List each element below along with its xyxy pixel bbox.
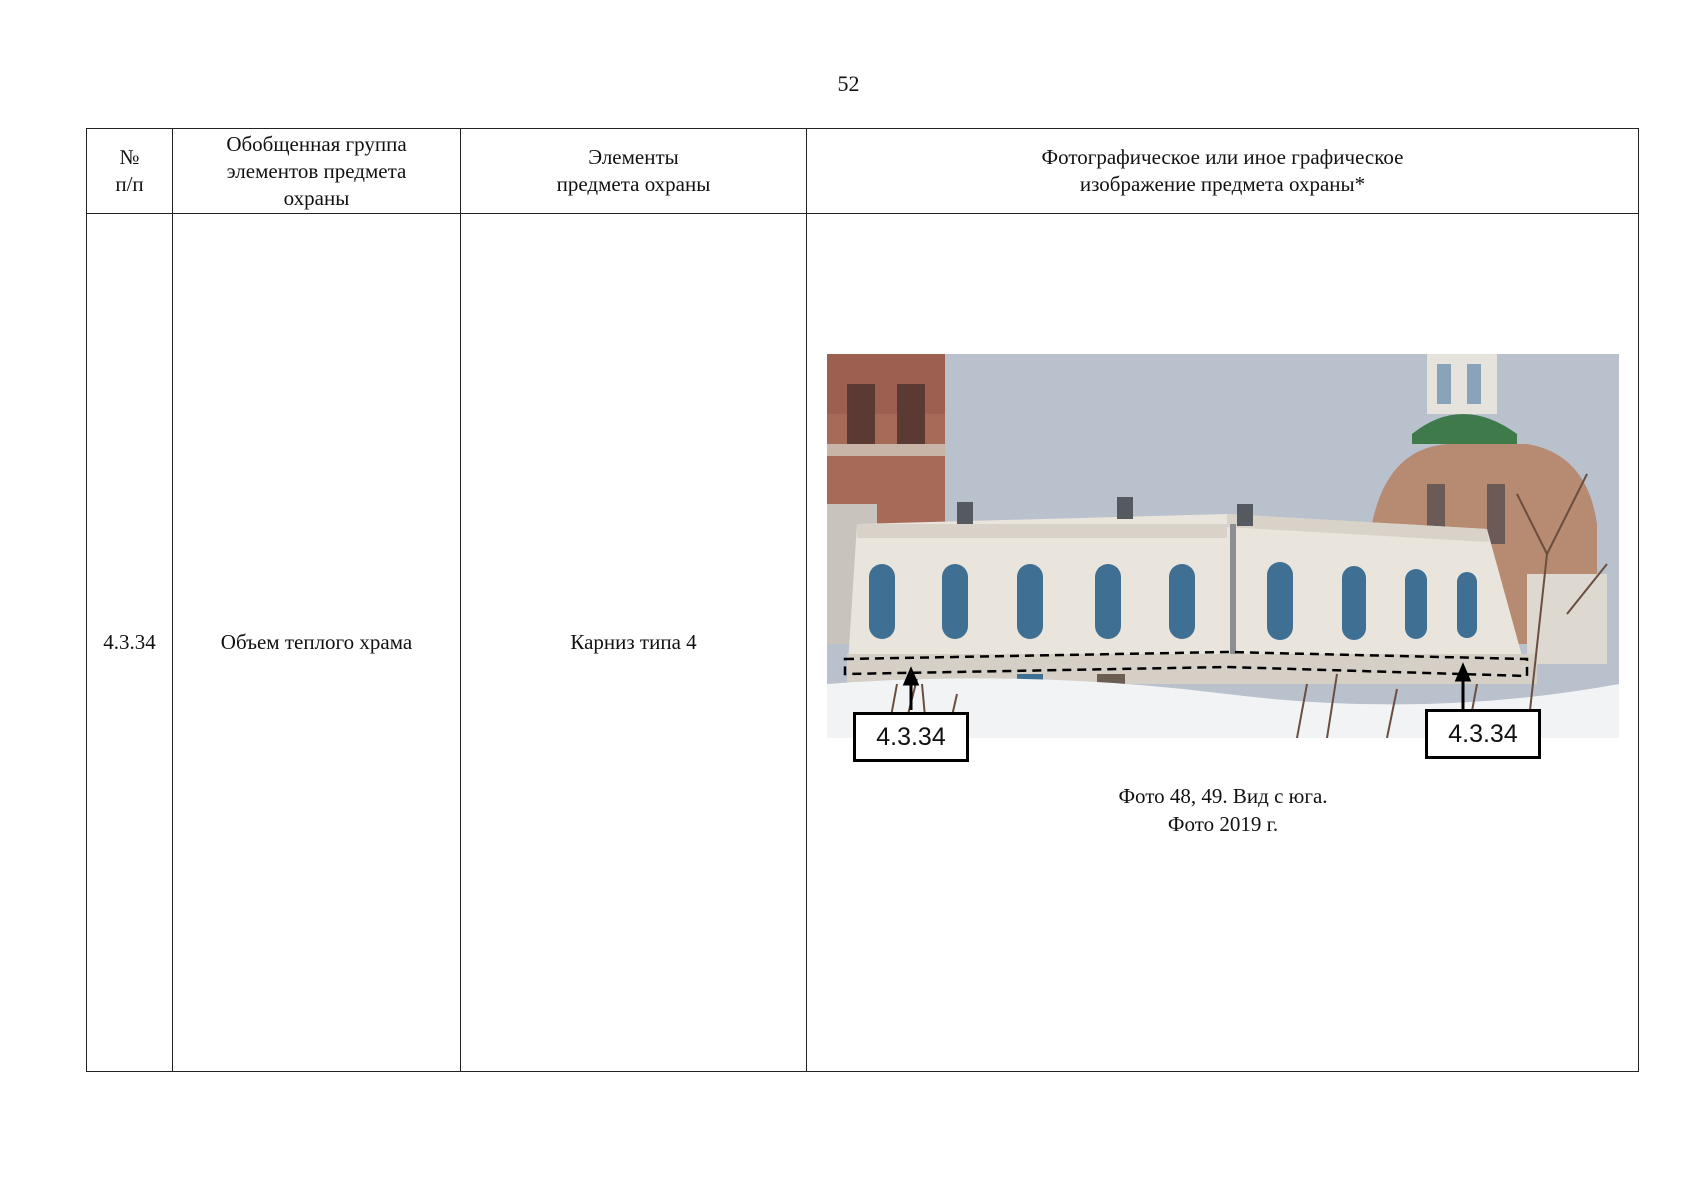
church-photo-drawing — [827, 354, 1619, 738]
header-num: № п/п — [87, 129, 173, 214]
row-group: Объем теплого храма — [173, 214, 461, 1072]
caption-line-1: Фото 48, 49. Вид с юга. — [1118, 784, 1328, 808]
row-num: 4.3.34 — [87, 214, 173, 1072]
header-image: Фотографическое или иное графическое изображение предмета охраны* — [807, 129, 1639, 214]
caption-line-2: Фото 2019 г. — [1167, 812, 1279, 836]
callout-left: 4.3.34 — [853, 712, 969, 762]
table-header-row — [87, 129, 1639, 214]
church-photo — [827, 354, 1619, 738]
header-elements: Элементы предмета охраны — [461, 129, 807, 214]
photo-caption — [827, 782, 1619, 838]
protection-table — [86, 128, 1639, 1072]
photo-figure — [827, 354, 1619, 836]
table-row — [87, 214, 1639, 1072]
page-number: 52 — [837, 71, 860, 96]
row-element: Карниз типа 4 — [461, 214, 807, 1072]
header-group: Обобщенная группа элементов предмета охраны — [173, 129, 461, 214]
callout-right: 4.3.34 — [1425, 709, 1541, 759]
row-image-cell — [807, 214, 1639, 1072]
